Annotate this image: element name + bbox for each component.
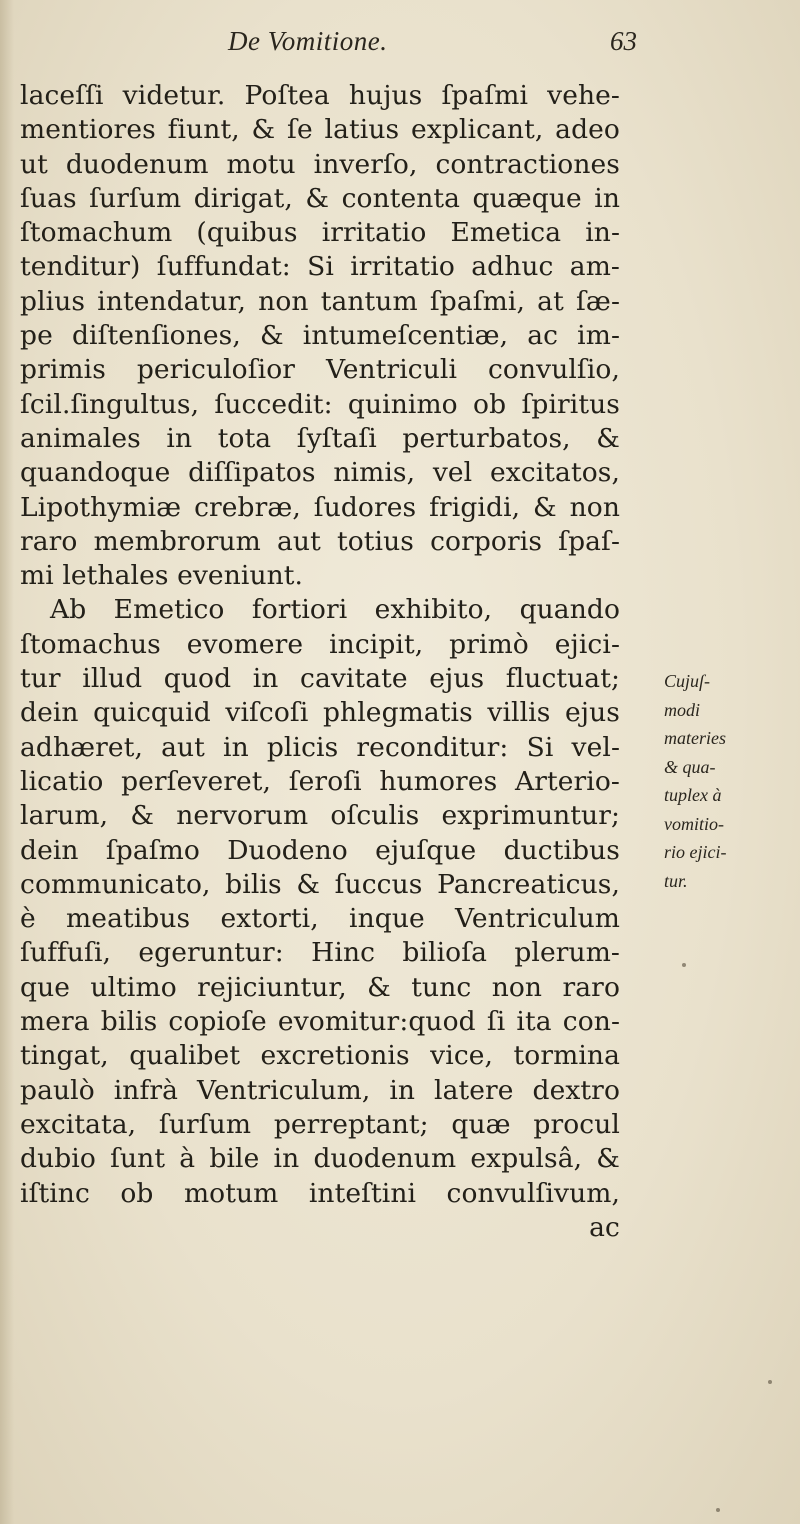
text-line: ſcil.ſingultus, ſuccedit: quinimo ob ſpiritus bbox=[20, 388, 620, 420]
text-line: dein ſpaſmo Duodeno ejuſque ductibus bbox=[20, 834, 620, 866]
catchword: ac bbox=[589, 1211, 620, 1243]
marginal-note bbox=[664, 667, 794, 895]
text-line: Ab Emetico fortiori exhibito, quando bbox=[50, 594, 620, 626]
text-line: mera bilis copioſe evomitur:quod ſi ita con- bbox=[20, 1006, 620, 1038]
paper-speck bbox=[768, 1380, 772, 1384]
body-text bbox=[20, 79, 620, 1245]
text-line: mentiores fiunt, & ſe latius explicant, adeo bbox=[20, 114, 620, 146]
text-line: tenditur) ſuffundat: Si irritatio adhuc am- bbox=[20, 251, 620, 283]
text-line: iſtinc ob motum inteſtini convulſivum, bbox=[20, 1177, 620, 1209]
text-line: paulò infrà Ventriculum, in latere dextro bbox=[20, 1074, 620, 1106]
text-line: quandoque diſſipatos nimis, vel excitatos, bbox=[20, 457, 620, 489]
marginal-note-line: Cujuſ- bbox=[664, 671, 711, 691]
text-line: animales in tota ſyſtaſi perturbatos, & bbox=[20, 422, 620, 454]
running-title: De Vomitione. bbox=[228, 26, 388, 56]
text-line: ſtomachus evomere incipit, primò ejici- bbox=[20, 628, 620, 660]
text-line: mi lethales eveniunt. bbox=[20, 560, 304, 592]
page-number: 63 bbox=[610, 26, 637, 56]
text-line: raro membrorum aut totius corporis ſpaſ- bbox=[20, 525, 620, 557]
text-line: è meatibus extorti, inque Ventriculum bbox=[20, 903, 620, 935]
text-line: communicato, bilis & ſuccus Pancreaticus, bbox=[20, 868, 620, 900]
text-line: excitata, ſurſum perreptant; quæ procul bbox=[20, 1108, 620, 1140]
page-header bbox=[0, 20, 800, 60]
text-line: laceſſi videtur. Poſtea hujus ſpaſmi vehe- bbox=[20, 80, 620, 111]
paper-speck bbox=[682, 963, 686, 967]
text-line: ſtomachum (quibus irritatio Emetica in- bbox=[20, 217, 620, 249]
text-line: ſuffuſi, egeruntur: Hinc bilioſa plerum- bbox=[20, 937, 620, 969]
text-line: pe diſtenſiones, & intumeſcentiæ, ac im- bbox=[20, 320, 620, 352]
marginal-note-line: rio ejici- bbox=[664, 842, 727, 862]
text-line: tingat, qualibet excretionis vice, tormina bbox=[20, 1040, 620, 1072]
text-line: larum, & nervorum oſculis exprimuntur; bbox=[20, 800, 620, 832]
paper-speck bbox=[716, 1508, 720, 1512]
text-line: primis periculoſior Ventriculi convulſio, bbox=[20, 354, 620, 386]
marginal-note-line: modi bbox=[664, 699, 700, 720]
text-line: dein quicquid viſcoſi phlegmatis villis ejus bbox=[20, 697, 620, 729]
text-line: que ultimo rejiciuntur, & tunc non raro bbox=[20, 971, 620, 1003]
text-line: Lipothymiæ crebræ, ſudores frigidi, & non bbox=[20, 491, 620, 523]
marginal-note-line: & qua- bbox=[664, 756, 716, 777]
text-line: licatio perſeveret, ſeroſi humores Arterio- bbox=[20, 765, 620, 797]
text-line: dubio ſunt à bile in duodenum expulsâ, & bbox=[20, 1143, 620, 1175]
text-line: plius intendatur, non tantum ſpaſmi, at ſæ- bbox=[20, 285, 620, 317]
marginal-note-line: tuplex à bbox=[664, 785, 722, 805]
text-line: ſuas ſurſum dirigat, & contenta quæque in bbox=[20, 182, 620, 214]
marginal-note-line: vomitio- bbox=[664, 813, 724, 834]
text-line: adhæret, aut in plicis reconditur: Si vel- bbox=[20, 731, 620, 763]
text-line: tur illud quod in cavitate ejus fluctuat; bbox=[20, 663, 620, 695]
gutter-shadow bbox=[0, 0, 14, 1524]
marginal-note-line: tur. bbox=[664, 870, 688, 891]
text-line: ut duodenum motu inverſo, contractiones bbox=[20, 148, 620, 180]
marginal-note-line: materies bbox=[664, 728, 726, 748]
